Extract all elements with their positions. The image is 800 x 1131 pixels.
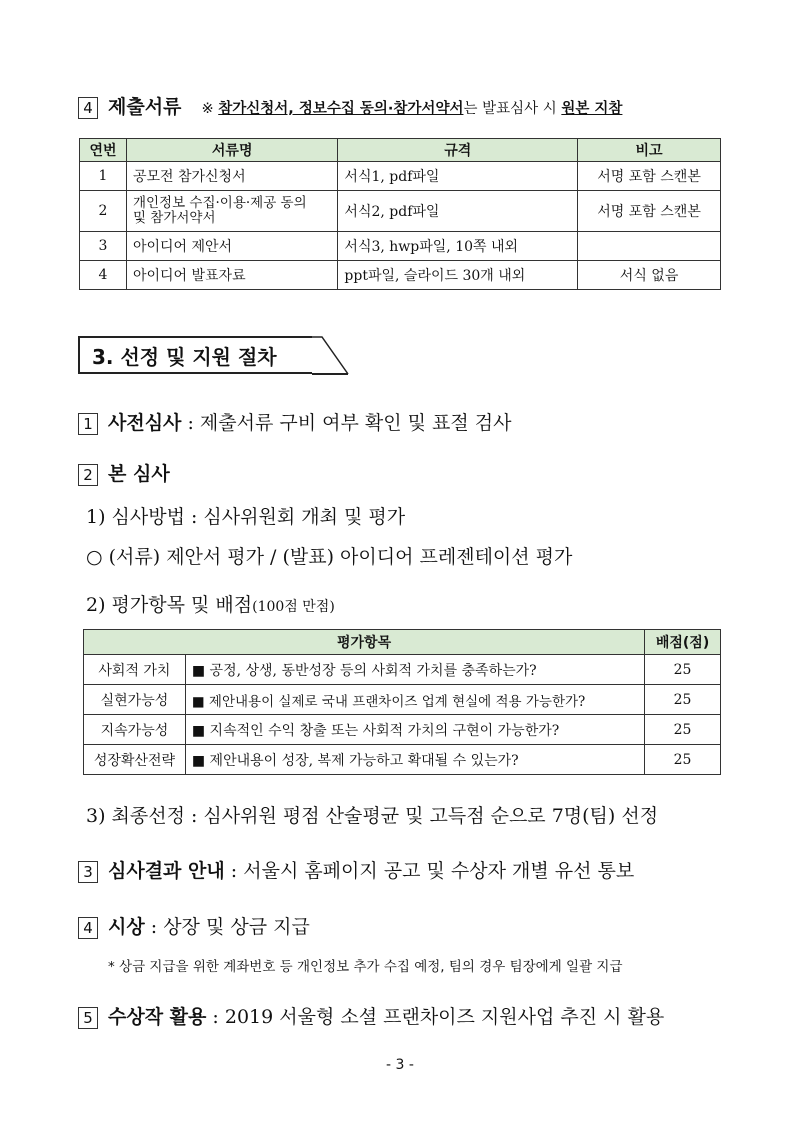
table-cell: 1 [80,162,127,191]
item-pre-screening [78,408,511,435]
item-number-box: 3 [78,861,98,883]
screening-method: 1) 심사방법 : 심사위원회 개최 및 평가 [86,506,406,528]
item-award [78,912,310,939]
table-cell: ■ 제안내용이 성장, 복제 가능하고 확대될 수 있는가? [185,745,644,775]
table-header: 비고 [578,139,721,162]
table-cell: 서식2, pdf파일 [338,191,578,232]
documents-table [79,138,721,290]
table-row [84,655,721,685]
table-header: 연번 [80,139,127,162]
table-row [84,685,721,715]
item-number-box: 4 [78,917,98,939]
table-cell: 25 [645,685,721,715]
item-title: 사전심사 [108,412,182,434]
submission-title: 제출서류 [108,96,182,118]
item-utilization [78,1002,664,1029]
table-cell: 실현가능성 [84,685,186,715]
item-title: 본 심사 [108,463,170,485]
item-text: : 상장 및 상금 지급 [144,916,310,938]
item-number-box: 5 [78,1007,98,1029]
table-cell: 3 [80,232,127,261]
table-header-row [80,139,721,162]
table-cell: 아이디어 발표자료 [126,261,337,290]
table-row [80,191,721,232]
table-cell: ppt파일, 슬라이드 30개 내외 [338,261,578,290]
item-text: : 제출서류 구비 여부 확인 및 표절 검사 [181,412,512,434]
item-number-box: 2 [78,464,98,486]
table-cell: 서식 없음 [578,261,721,290]
award-note: * 상금 지급을 위한 계좌번호 등 개인정보 추가 수집 예정, 팀의 경우 팀장에게 일괄 지급 [108,959,623,975]
table-cell: 25 [645,745,721,775]
item-text: : 2019 서울형 소셜 프랜차이즈 지원사업 추진 시 활용 [206,1006,665,1028]
table-cell: 25 [645,655,721,685]
table-cell: 성장확산전략 [84,745,186,775]
evaluation-table [83,629,721,775]
table-cell: 서식1, pdf파일 [338,162,578,191]
item-number-box: 4 [78,97,98,119]
page-number: - 3 - [386,1057,414,1073]
table-cell: ■ 지속적인 수익 창출 또는 사회적 가치의 구현이 가능한가? [185,715,644,745]
submission-note: ※ 참가신청서, 정보수집 동의·참가서약서는 발표심사 시 원본 지참 [201,101,623,117]
table-cell: 공모전 참가신청서 [126,162,337,191]
item-number-box: 1 [78,413,98,435]
evaluation-items-heading: 2) 평가항목 및 배점(100점 만점) [86,594,335,616]
table-cell: 지속가능성 [84,715,186,745]
table-cell-line: 개인정보 수집·이용·제공 동의 [132,195,307,211]
final-selection: 3) 최종선정 : 심사위원 평점 산술평균 및 고득점 순으로 7명(팀) 선정 [86,805,659,827]
table-cell: 사회적 가치 [84,655,186,685]
item-text: : 서울시 홈페이지 공고 및 수상자 개별 유선 통보 [224,860,635,882]
bullet-evaluation: ○ (서류) 제안서 평가 / (발표) 아이디어 프레젠테이션 평가 [86,546,573,568]
item-result-notice [78,856,634,883]
table-cell [578,232,721,261]
table-cell-line: 및 참가서약서 [132,210,216,226]
table-cell: 아이디어 제안서 [126,232,337,261]
table-cell: ■ 공정, 상생, 동반성장 등의 사회적 가치를 충족하는가? [185,655,644,685]
table-header: 평가항목 [84,630,645,655]
item-title: 심사결과 안내 [108,860,225,882]
table-header-row [84,630,721,655]
table-header: 규격 [338,139,578,162]
table-row [84,745,721,775]
table-row [84,715,721,745]
table-cell: 서명 포함 스캔본 [578,162,721,191]
table-header: 배점(점) [645,630,721,655]
section-title: 3. 선정 및 지원 절차 [78,336,312,374]
table-cell: 서명 포함 스캔본 [578,191,721,232]
table-cell [126,191,337,232]
table-row [80,232,721,261]
table-cell: 서식3, hwp파일, 10쪽 내외 [338,232,578,261]
table-cell: 4 [80,261,127,290]
table-cell: ■ 제안내용이 실제로 국내 프랜차이즈 업계 현실에 적용 가능한가? [185,685,644,715]
table-header: 서류명 [126,139,337,162]
table-cell: 2 [80,191,127,232]
section-tab-arrow-icon [312,336,352,376]
table-row [80,162,721,191]
table-cell: 25 [645,715,721,745]
item-main-screening [78,459,170,486]
item-title: 시상 [108,916,145,938]
submission-heading [78,92,622,119]
item-title: 수상작 활용 [108,1006,207,1028]
table-row [80,261,721,290]
